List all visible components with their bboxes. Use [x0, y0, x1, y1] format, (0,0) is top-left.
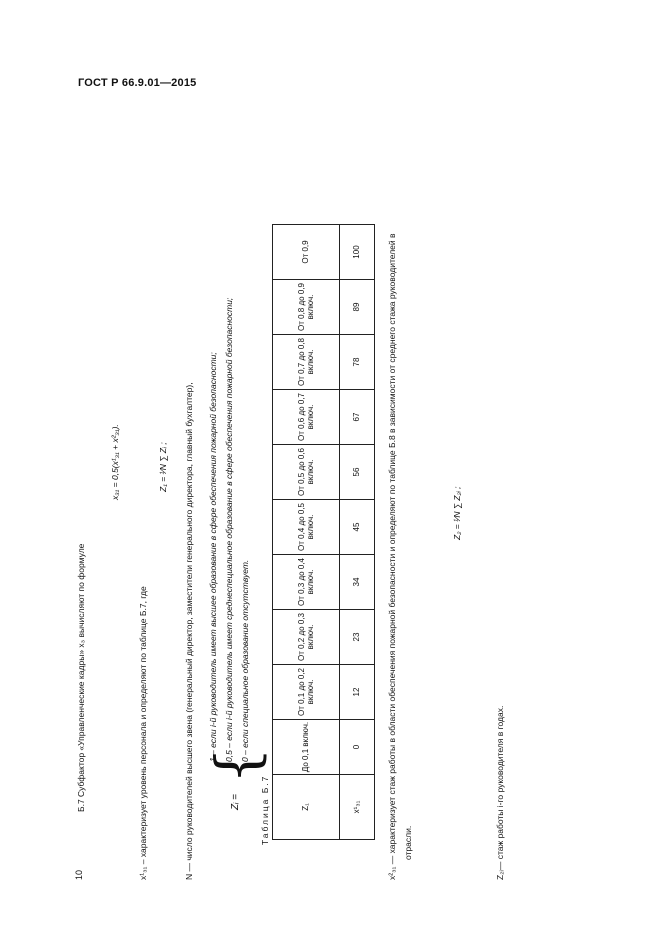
formula-z2: Z₂ = ¹⁄N ∑ Z₂ᵢ ; [452, 486, 462, 540]
table-cell: 56 [340, 445, 375, 500]
table-column-header: От 0,4 до 0,5 включ. [273, 500, 340, 555]
formula-x31: x₃₁ = 0,5(x¹₃₁ + x²₃₁). [110, 424, 120, 500]
table-header-row [273, 225, 340, 840]
table-cell: 78 [340, 335, 375, 390]
table-column-header: От 0,7 до 0,8 включ. [273, 335, 340, 390]
table-cell: 0 [340, 720, 375, 775]
table-cell: 67 [340, 390, 375, 445]
table-cell: 45 [340, 500, 375, 555]
table-column-header: От 0,1 до 0,2 включ. [273, 665, 340, 720]
definition-x31-1: x¹₃₁ – характеризует уровень персонала и определяют по таблице Б.7, где [138, 586, 148, 880]
case-3: 0 – если специальное образование отсутствует. [240, 559, 250, 762]
table-column-header: До 0,1 включ. [273, 720, 340, 775]
zi-cases [203, 297, 271, 810]
section-title: Б.7 Субфактор «Управленческие кадры» x₃ вычисляют по формуле [76, 543, 86, 812]
table-cell: 12 [340, 665, 375, 720]
table-cell: 89 [340, 280, 375, 335]
definition-x31-2: x²₃₁ — характеризует стаж работы в области обеспечения пожарной безопасности и определяют по таблице Б.8 в зависимости от среднего стажа руководителей в [387, 233, 397, 880]
zi-label: Zᵢ = [230, 794, 241, 810]
definition-z2i: Z₂ᵢ— стаж работы i-го руководителя в годах. [495, 705, 505, 880]
rotated-page-content [60, 120, 520, 900]
formula-z1: Z₁ = ¹⁄N ∑ Zᵢ ; [158, 442, 168, 492]
table-cell: 34 [340, 555, 375, 610]
table-column-header: От 0,9 [273, 225, 340, 280]
table-column-header: От 0,8 до 0,9 включ. [273, 280, 340, 335]
table-b7 [272, 224, 375, 840]
case-1: 1 – если i-й руководитель имеет высшее образование в сфере обеспечения пожарной безопасности; [208, 352, 218, 762]
definition-n: N — число руководителей высшего звена (генеральный директор, заместители генерального директора, главный бухгалтер), [184, 382, 194, 880]
definition-x31-2-continued: отрасли. [403, 825, 413, 860]
case-2: 0,5 – если i-й руководитель имеет среднеспециальное образование в сфере обеспечения пожарной безопасности; [224, 297, 234, 762]
table-row [340, 225, 375, 840]
table-cell: 100 [340, 225, 375, 280]
table-column-header: От 0,6 до 0,7 включ. [273, 390, 340, 445]
curly-brace-icon: { [203, 747, 271, 784]
document-id: ГОСТ Р 66.9.01—2015 [78, 77, 197, 89]
table-column-header: От 0,5 до 0,6 включ. [273, 445, 340, 500]
page-number: 10 [74, 869, 84, 880]
row-header-z1: Z₁ [273, 775, 340, 840]
table-cell: 23 [340, 610, 375, 665]
table-column-header: От 0,2 до 0,3 включ. [273, 610, 340, 665]
table-column-header: От 0,3 до 0,4 включ. [273, 555, 340, 610]
table-caption: Таблица Б.7 [260, 774, 270, 845]
row-header-x31: x¹₃₁ [340, 775, 375, 840]
